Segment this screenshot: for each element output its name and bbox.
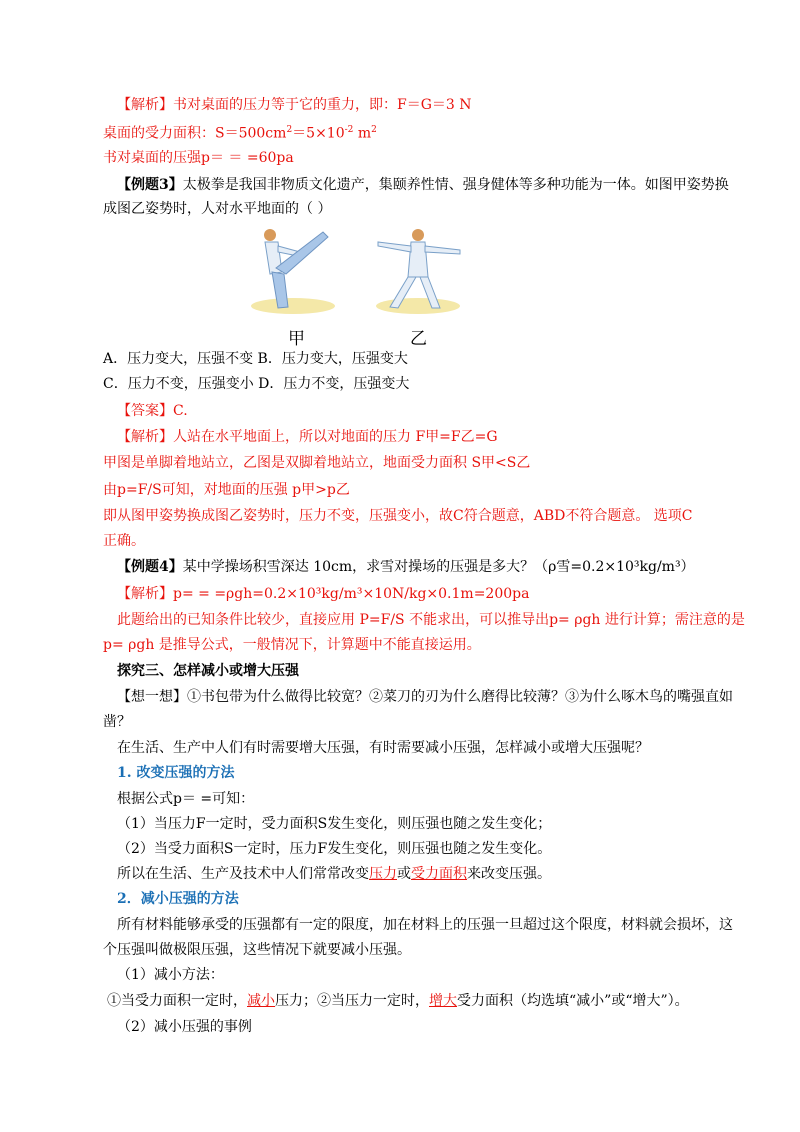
explain-3-line-3: 由p=F/S可知，对地面的压强 p甲>p乙 xyxy=(103,482,350,498)
section-3-heading: 探究三、怎样减小或增大压强 xyxy=(117,663,299,679)
case-1: （1）当压力F一定时，受力面积S发生变化，则压强也随之发生变化； xyxy=(117,816,552,832)
explain-3-line-1: 【解析】人站在水平地面上，所以对地面的压力 F甲=F乙=G xyxy=(117,429,498,445)
heading-change-pressure: 1. 改变压强的方法 xyxy=(117,765,235,781)
example-4-solution: 【解析】p= = =ρgh=0.2×10³kg/m³×10N/kg×0.1m=200pa xyxy=(117,586,530,602)
examples-heading: （2）减小压强的事例 xyxy=(117,1019,252,1035)
options-cd: C．压力不变，压强变小 D．压力不变，压强变大 xyxy=(103,376,410,392)
explain-tag: 【解析】 xyxy=(117,97,173,113)
think-line-1: 【想一想】①书包带为什么做得比较宽？②菜刀的刃为什么磨得比较薄？③为什么啄木鸟的嘴强直如 xyxy=(117,689,733,705)
taiji-illustration xyxy=(248,222,473,322)
case-2: （2）当受力面积S一定时，压力F发生变化，则压强也随之发生变化。 xyxy=(117,841,552,857)
think-line-2: 凿？ xyxy=(103,714,131,730)
example-4-tag: 【例题4】 xyxy=(117,559,183,575)
blank-pressure: 压力 xyxy=(369,866,397,882)
limit-line-2: 个压强叫做极限压强，这些情况下就要减小压强。 xyxy=(103,942,411,958)
example-4-note-2: p= ρgh 是推导公式，一般情况下，计算题中不能直接运用。 xyxy=(103,637,481,653)
taiji-figure xyxy=(248,222,473,352)
blank-increase: 增大 xyxy=(429,993,457,1009)
heading-reduce-pressure: 2．减小压强的方法 xyxy=(117,891,239,907)
answer-line: 【答案】C. xyxy=(117,403,188,419)
blank-reduce: 减小 xyxy=(247,993,275,1009)
blank-area: 受力面积 xyxy=(411,866,467,882)
example-3-tag: 【例题3】 xyxy=(117,177,183,193)
summary-line: 所以在生活、生产及技术中人们常常改变压力或受力面积来改变压强。 xyxy=(117,866,551,882)
example-4-note-1: 此题给出的已知条件比较少，直接应用 P=F/S 不能求出，可以推导出p= ρgh 进行计算；需注意的是 xyxy=(117,612,745,628)
explain-line-2: 桌面的受力面积：$S=500cm^2=5\times 10^{-2}$ $m^2$ xyxy=(103,125,377,142)
explain-line-1: 【解析】书对桌面的压力等于它的重力，即：F＝G＝3 N xyxy=(117,97,472,113)
explain-line-3: 书对桌面的压强p＝ ＝ =60pa xyxy=(103,150,294,166)
method-heading: （1）减小方法： xyxy=(117,967,224,983)
options-ab: A．压力变大，压强不变 B．压力变大，压强变大 xyxy=(103,351,408,367)
example-4-line: 【例题4】某中学操场积雪深达 10cm，求雪对操场的压强是多大？（ρ雪=0.2×10³kg/m³） xyxy=(117,559,695,575)
explain-3-line-4: 即从图甲姿势换成图乙姿势时，压力不变，压强变小，故C符合题意，ABD不符合题意。 选项C xyxy=(103,508,693,524)
explain-3-line-5: 正确。 xyxy=(103,533,145,549)
figure-label-b: 乙 xyxy=(410,329,427,349)
example-3-line-2: 成图乙姿势时，人对水平地面的（ ） xyxy=(103,201,332,217)
explain-3-line-2: 甲图是单脚着地站立，乙图是双脚着地站立，地面受力面积 S甲<S乙 xyxy=(103,455,531,471)
example-3-line-1: 【例题3】太极拳是我国非物质文化遗产，集颐养性情、强身健体等多种功能为一体。如图甲姿势换 xyxy=(117,177,729,193)
figure-label-a: 甲 xyxy=(288,329,305,349)
method-line: ①当受力面积一定时，减小压力；②当压力一定时，增大受力面积（均选填“减小”或“增大”）。 xyxy=(107,993,689,1009)
question-line: 在生活、生产中人们有时需要增大压强，有时需要减小压强，怎样减小或增大压强呢？ xyxy=(117,740,649,756)
formula-line: 根据公式p＝ =可知： xyxy=(117,791,255,807)
limit-line-1: 所有材料能够承受的压强都有一定的限度，加在材料上的压强一旦超过这个限度，材料就会损坏，这 xyxy=(117,917,733,933)
